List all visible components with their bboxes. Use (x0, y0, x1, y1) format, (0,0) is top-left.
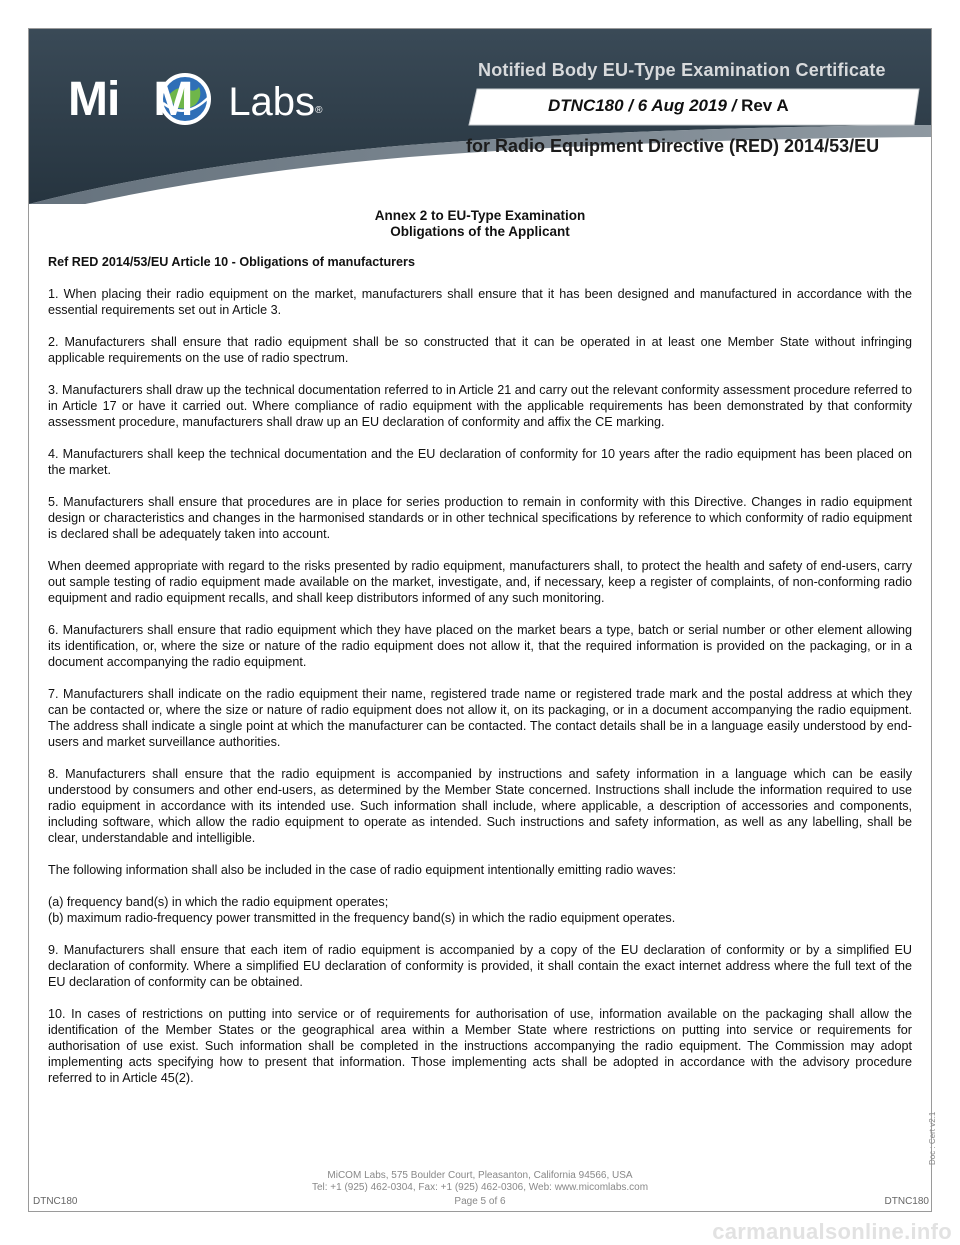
annex-title-line1: Annex 2 to EU-Type Examination (374, 208, 586, 223)
list-item: (a) frequency band(s) in which the radio equipment operates; (48, 895, 389, 909)
watermark-bar (0, 1221, 960, 1242)
annex-title-line2: Obligations of the Applicant (390, 224, 570, 239)
reference-heading: Ref RED 2014/53/EU Article 10 - Obligations of manufacturers (48, 255, 415, 269)
page-number: Page 5 of 6 (454, 1196, 506, 1207)
cert-revision: Rev A (741, 96, 789, 115)
cert-date: 6 Aug 2019 (637, 96, 727, 115)
document-body (48, 208, 912, 1102)
paragraph: The following information shall also be included in the case of radio equipment intentionally emitting radio waves: (48, 863, 676, 877)
paragraph: 6. Manufacturers shall ensure that radio equipment which they have placed on the market bears a type, batch or serial number or other element allowing its identification, or, where the size or nature of the radio equipment does not allow it, that the required information is provided on the packaging, or in a document accompanying the radio equipment. (48, 623, 912, 669)
logo-labs: Labs (228, 80, 316, 124)
footer-contact: Tel: +1 (925) 462-0304, Fax: +1 (925) 462-0306, Web: www.micomlabs.com (311, 1182, 649, 1193)
directive-title: for Radio Equipment Directive (RED) 2014/53/EU (466, 136, 880, 156)
cert-separator: / (726, 96, 742, 115)
paragraph: 3. Manufacturers shall draw up the technical documentation referred to in Article 21 and carry out the relevant conformity assessment procedure referred to in Article 17 or have it carried out. Where compliance of radio equipment with the applicable requirements has been demonstrated by that conformity assessment procedure, manufacturers shall draw up an EU declaration of conformity and affix the CE marking. (48, 383, 912, 429)
paragraph: 2. Manufacturers shall ensure that radio equipment shall be so constructed that it can be operated in at least one Member State without infringing applicable requirements on the use of radio spectrum. (48, 335, 912, 365)
paragraph: 5. Manufacturers shall ensure that procedures are in place for series production to remain in conformity with this Directive. Changes in radio equipment design or characteristics and changes in the harmonised standards or in other technical specifications by reference to which conformity of radio equipment is declared shall be adequately taken into account. (48, 495, 912, 541)
logo-letters: Mi M (68, 73, 193, 126)
paragraph: When deemed appropriate with regard to the risks presented by radio equipment, manufacturers shall, to protect the health and safety of end-users, carry out sample testing of radio equipment made available on the market, investigate, and, if necessary, keep a register of complaints, of non-conforming radio equipment and radio equipment recalls, and shall keep distributors informed of any such monitoring. (48, 559, 912, 605)
cert-separator: / (623, 96, 638, 115)
cert-id: DTNC180 (548, 96, 624, 115)
paragraph: 10. In cases of restrictions on putting into service or of requirements for authorisation of use, information available on the packaging shall allow the identification of the Member States or the geographical area within a Member State where restrictions on putting into service or requirements for authorisation of use exist. Such information shall be completed in the instructions accompanying the radio equipment. The Commission may adopt implementing acts specifying how to present that information. Those implementing acts shall be adopted in accordance with the advisory procedure referred to in Article 45(2). (48, 1007, 912, 1085)
certificate-title: Notified Body EU-Type Examination Certificate (478, 60, 886, 80)
paragraph: 8. Manufacturers shall ensure that the radio equipment is accompanied by instructions and safety information in a language which can be easily understood by consumers and other end-users, as determined by the Member State concerned. Instructions shall include the information required to use radio equipment in accordance with its intended use. Such information shall include, where applicable, a description of accessories and components, including software, which allow the radio equipment to operate as intended. Such instructions and safety information, as well as any labelling, shall be clear, understandable and intelligible. (48, 767, 912, 845)
certificate-reference (548, 96, 789, 116)
logo-reg: ® (315, 105, 322, 116)
watermark-text: carmanualsonline.info (712, 1219, 952, 1244)
footer-right-id: DTNC180 (884, 1196, 929, 1207)
paragraph: 7. Manufacturers shall indicate on the radio equipment their name, registered trade name or registered trade mark and the postal address at which they can be contacted or, where the size or nature of radio equipment does not allow it, on its packaging, or in a document accompanying the radio equipment. The address shall indicate a single point at which the manufacturer can be contacted. The contact details shall be in a language easily understood by end-users and market surveillance authorities. (48, 687, 912, 749)
list-item: (b) maximum radio-frequency power transmitted in the frequency band(s) in which the radio equipment operates. (48, 911, 676, 925)
list (48, 894, 912, 926)
document-version-note: Doc : Cert v2.1 (928, 1111, 937, 1165)
annex-title (48, 208, 912, 240)
footer-left-id: DTNC180 (33, 1196, 78, 1207)
footer-address: MiCOM Labs, 575 Boulder Court, Pleasanton, California 94566, USA (327, 1170, 633, 1181)
paragraph: 4. Manufacturers shall keep the technical documentation and the EU declaration of conformity for 10 years after the radio equipment has been placed on the market. (48, 447, 912, 477)
paragraph: 1. When placing their radio equipment on the market, manufacturers shall ensure that it has been designed and manufactured in accordance with the essential requirements set out in Article 3. (48, 287, 912, 317)
paragraph: 9. Manufacturers shall ensure that each item of radio equipment is accompanied by a copy of the EU declaration of conformity or by a simplified EU declaration of conformity. Where a simplified EU declaration of conformity is provided, it shall contain the exact internet address where the full text of the EU declaration of conformity can be obtained. (48, 943, 912, 989)
